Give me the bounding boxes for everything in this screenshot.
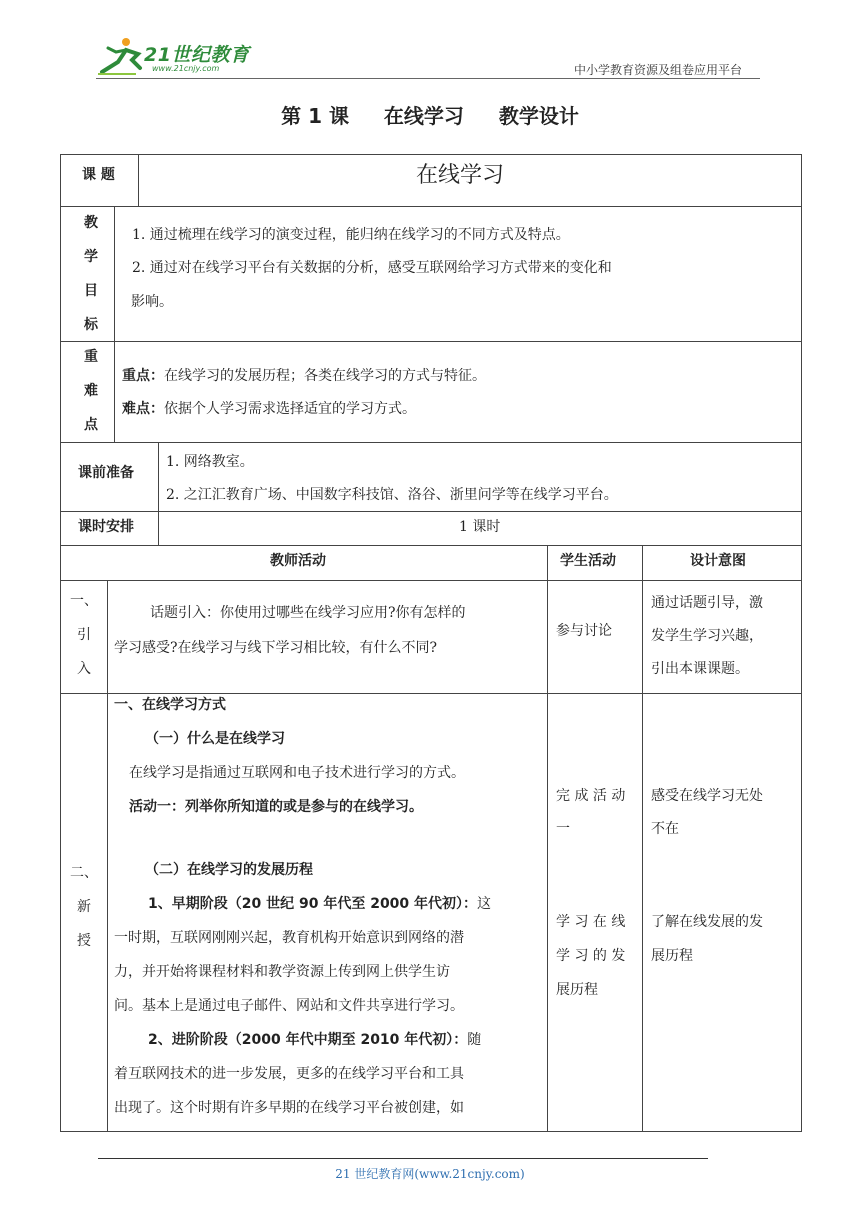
difficult-point-text: 依据个人学习需求选择适宜的学习方式。 bbox=[164, 401, 416, 417]
student-activity-1-line-2: 一 bbox=[556, 821, 570, 837]
lesson-number: 第 1 课 bbox=[281, 104, 349, 128]
stage2-first-line bbox=[148, 1030, 481, 1050]
intent-2-line-1: 了解在线发展的发 bbox=[651, 914, 763, 930]
student-activity-2-line-1: 学 习 在 线 bbox=[556, 914, 626, 930]
heading-history: （二）在线学习的发展历程 bbox=[145, 862, 313, 878]
heading-what-is: （一）什么是在线学习 bbox=[145, 731, 285, 747]
goals-label: 教 学 目 标 bbox=[84, 215, 98, 333]
stage2-line-2: 出现了。这个时期有许多早期的在线学习平台被创建，如 bbox=[114, 1100, 464, 1116]
time-value: 1 课时 bbox=[459, 519, 501, 535]
col-intent-header: 设计意图 bbox=[690, 553, 746, 569]
intro-teacher-line-1: 话题引入：你使用过哪些在线学习应用?你有怎样的 bbox=[150, 605, 466, 621]
difficult-point-label: 难点： bbox=[122, 401, 164, 417]
section-intro-label: 一、 引 入 bbox=[70, 593, 98, 677]
prep-label: 课前准备 bbox=[78, 465, 134, 481]
stage1-line-1: 一时期，互联网刚刚兴起，教育机构开始意识到网络的潜 bbox=[114, 930, 464, 946]
topic-label: 课 题 bbox=[82, 167, 115, 183]
topic-value: 在线学习 bbox=[416, 163, 505, 188]
definition-text: 在线学习是指通过互联网和电子技术进行学习的方式。 bbox=[129, 765, 465, 781]
stage1-line-0: 这 bbox=[477, 896, 492, 912]
lesson-topic: 在线学习 bbox=[383, 104, 464, 128]
footer-link[interactable]: 21 世纪教育网(www.21cnjy.com) bbox=[335, 1167, 525, 1181]
heading-online-modes: 一、在线学习方式 bbox=[114, 697, 226, 713]
prep-item-1: 1. 网络教室。 bbox=[166, 454, 254, 470]
goal-item-1: 1. 通过梳理在线学习的演变过程，能归纳在线学习的不同方式及特点。 bbox=[132, 227, 570, 243]
document-title bbox=[0, 100, 860, 129]
stage2-line-0: 随 bbox=[467, 1032, 482, 1048]
stage1-line-3: 问。基本上是通过电子邮件、网站和文件共享进行学习。 bbox=[114, 998, 464, 1014]
intent-2-line-2: 展历程 bbox=[651, 948, 693, 964]
intro-intent-line-1: 通过话题引导，激 bbox=[651, 595, 763, 611]
student-activity-2-line-2: 学 习 的 发 bbox=[556, 948, 626, 964]
prep-item-2: 2. 之江汇教育广场、中国数字科技馆、洛谷、浙里问学等在线学习平台。 bbox=[166, 487, 618, 503]
intent-1-line-1: 感受在线学习无处 bbox=[651, 788, 763, 804]
intro-intent-line-2: 发学生学习兴趣， bbox=[651, 628, 763, 644]
intro-intent-line-3: 引出本课课题。 bbox=[651, 661, 749, 677]
stage1-title: 1、早期阶段（20 世纪 90 年代至 2000 年代初）： bbox=[148, 896, 478, 912]
footer-divider bbox=[98, 1158, 708, 1159]
stage1-first-line bbox=[148, 894, 491, 914]
stage2-line-1: 着互联网技术的进一步发展，更多的在线学习平台和工具 bbox=[114, 1066, 464, 1082]
stage1-line-2: 力，并开始将课程材料和教学资源上传到网上供学生访 bbox=[114, 964, 450, 980]
doc-kind: 教学设计 bbox=[498, 104, 579, 128]
header-divider bbox=[96, 78, 760, 79]
logo-url: www.21cnjy.com bbox=[152, 64, 220, 73]
stage2-title: 2、进阶阶段（2000 年代中期至 2010 年代初）： bbox=[148, 1032, 468, 1048]
key-point-label: 重点： bbox=[122, 368, 164, 384]
intro-teacher-line-2: 学习感受?在线学习与线下学习相比较，有什么不同? bbox=[114, 640, 438, 656]
goal-item-2: 2. 通过对在线学习平台有关数据的分析，感受互联网给学习方式带来的变化和 bbox=[132, 260, 612, 276]
difficult-point bbox=[122, 399, 416, 419]
intro-student-activity: 参与讨论 bbox=[556, 623, 612, 639]
col-teacher-header: 教师活动 bbox=[270, 553, 326, 569]
key-point bbox=[122, 366, 486, 386]
time-label: 课时安排 bbox=[78, 519, 134, 535]
key-point-text: 在线学习的发展历程；各类在线学习的方式与特征。 bbox=[164, 368, 486, 384]
key-label: 重 难 点 bbox=[84, 349, 98, 433]
student-activity-1-line-1: 完 成 活 动 bbox=[556, 788, 626, 804]
platform-name: 中小学教育资源及组卷应用平台 bbox=[574, 63, 743, 77]
activity-one: 活动一：列举你所知道的或是参与的在线学习。 bbox=[129, 799, 423, 815]
intent-1-line-2: 不在 bbox=[651, 821, 679, 837]
logo-text: 21世纪教育 bbox=[144, 44, 250, 66]
student-activity-2-line-3: 展历程 bbox=[556, 982, 598, 998]
goal-item-2-cont: 影响。 bbox=[131, 294, 173, 310]
section-new-label: 二、 新 授 bbox=[70, 865, 98, 949]
col-student-header: 学生活动 bbox=[560, 553, 616, 569]
